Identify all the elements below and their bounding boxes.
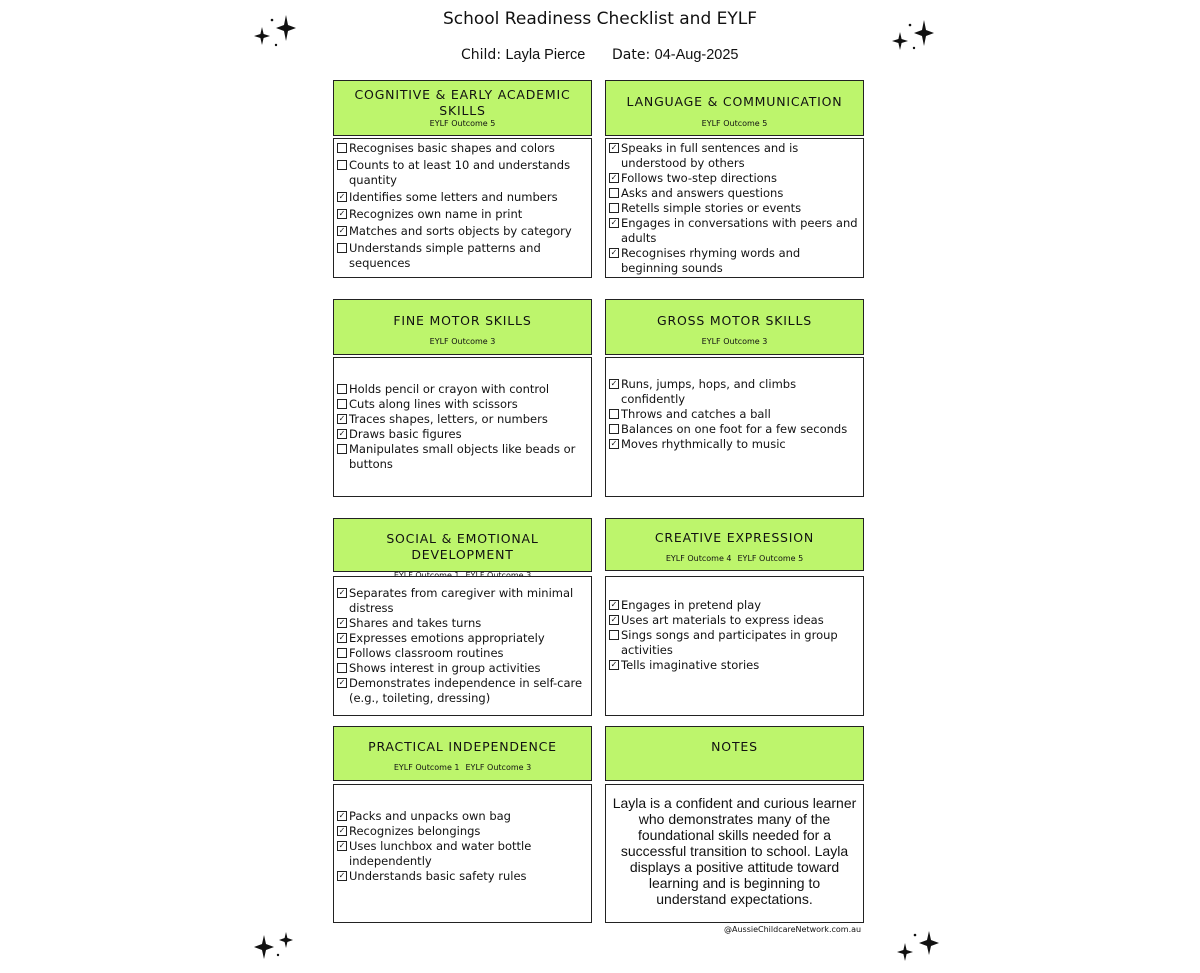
checklist [334, 141, 591, 273]
page-title: School Readiness Checklist and EYLF [442, 9, 758, 29]
checklist-item [609, 171, 859, 186]
checklist-item [609, 613, 859, 628]
checklist-item [609, 437, 859, 452]
checklist-item [337, 158, 587, 188]
child-label: Child: [461, 47, 502, 63]
outcome-tags [606, 119, 863, 129]
checked-box-icon[interactable] [609, 379, 619, 389]
checklist [334, 382, 591, 472]
sparkle-icon [890, 18, 936, 52]
checklist-item-label: Tells imaginative stories [621, 657, 760, 672]
sparkle-icon [252, 929, 298, 963]
checklist-item-label: Cuts along lines with scissors [349, 397, 518, 411]
section-header-gross-motor [605, 299, 864, 355]
checklist-item-label: Sings songs and participates in group activities [621, 627, 838, 657]
checklist-item [609, 141, 859, 171]
outcome-tag: EYLF Outcome 4 [665, 554, 732, 563]
checklist-item [337, 241, 587, 271]
checked-box-icon[interactable] [609, 600, 619, 610]
checklist-item [337, 839, 587, 869]
checked-box-icon[interactable] [337, 209, 347, 219]
section-title: SOCIAL & EMOTIONAL DEVELOPMENT [386, 531, 539, 562]
checklist-item-label: Retells simple stories or events [621, 201, 802, 215]
checklist-item-label: Understands simple patterns and sequences [349, 241, 541, 270]
outcome-tag: EYLF Outcome 3 [465, 763, 532, 772]
checklist-item [337, 427, 587, 442]
checklist-item [337, 442, 587, 472]
checked-box-icon[interactable] [337, 618, 347, 628]
checklist-item-label: Recognizes belongings [349, 824, 481, 838]
unchecked-box-icon[interactable] [337, 444, 347, 454]
section-title: PRACTICAL INDEPENDENCE [368, 739, 557, 754]
checklist-item [337, 869, 587, 884]
checklist-item-label: Counts to at least 10 and understands quantity [349, 158, 571, 187]
checklist-item [609, 216, 859, 246]
checklist-item-label: Expresses emotions appropriately [349, 631, 545, 645]
unchecked-box-icon[interactable] [609, 424, 619, 434]
outcome-tag: EYLF Outcome 5 [429, 119, 496, 128]
outcome-tag: EYLF Outcome 3 [701, 337, 768, 346]
checklist-item [337, 190, 587, 205]
section-header-creative [605, 518, 864, 571]
unchecked-box-icon[interactable] [609, 630, 619, 640]
section-title: LANGUAGE & COMMUNICATION [626, 94, 843, 109]
section-body-fine-motor [333, 357, 592, 497]
outcome-tags [334, 763, 591, 773]
section-body-practical [333, 784, 592, 923]
unchecked-box-icon[interactable] [609, 409, 619, 419]
outcome-tag: EYLF Outcome 5 [737, 554, 804, 563]
checklist-item [337, 616, 587, 631]
section-header-cognitive [333, 80, 592, 136]
credit-text: @AussieChildcareNetwork.com.au [724, 925, 862, 934]
date-label: Date: [612, 47, 651, 63]
outcome-tag: EYLF Outcome 5 [701, 119, 768, 128]
checklist [606, 377, 863, 452]
section-body-creative [605, 576, 864, 716]
section-title: CREATIVE EXPRESSION [654, 530, 815, 545]
checked-box-icon[interactable] [337, 429, 347, 439]
child-name: Layla Pierce [505, 47, 586, 63]
checklist [606, 598, 863, 673]
child-field [461, 47, 585, 63]
checklist-item-label: Packs and unpacks own bag [349, 809, 511, 823]
sparkle-icon [252, 13, 298, 47]
section-header-practical [333, 726, 592, 781]
checklist-item [337, 586, 587, 616]
checked-box-icon[interactable] [609, 173, 619, 183]
checklist-item-label: Engages in conversations with peers and adults [621, 216, 858, 245]
outcome-tags [334, 119, 591, 129]
checklist-item [337, 676, 587, 706]
outcome-tag: EYLF Outcome 3 [429, 337, 496, 346]
checked-box-icon[interactable] [337, 588, 347, 598]
checklist-item [609, 658, 859, 673]
checked-box-icon[interactable] [609, 615, 619, 625]
checklist-item-label: Recognises basic shapes and colors [349, 141, 555, 155]
checklist-item-label: Recognizes own name in print [349, 207, 523, 221]
checked-box-icon[interactable] [337, 192, 347, 202]
section-body-social [333, 576, 592, 716]
checklist-item [609, 377, 859, 407]
notes-text: Layla is a confident and curious learner who demonstrates many of the foundational skills needed for a successful transition to school. Layla displays a positive attitude toward learning and is beginning to understand expectations. [612, 795, 857, 907]
checklist-item-label: Moves rhythmically to music [621, 436, 786, 451]
section-header-language [605, 80, 864, 136]
checklist-item [337, 141, 587, 156]
checked-box-icon[interactable] [609, 439, 619, 449]
unchecked-box-icon[interactable] [337, 663, 347, 673]
unchecked-box-icon[interactable] [337, 384, 347, 394]
checklist-item [337, 631, 587, 646]
checked-box-icon[interactable] [609, 660, 619, 670]
checklist-item [609, 186, 859, 201]
section-body-notes [605, 784, 864, 923]
section-body-language [605, 138, 864, 278]
unchecked-box-icon[interactable] [337, 243, 347, 253]
unchecked-box-icon[interactable] [609, 203, 619, 213]
unchecked-box-icon[interactable] [337, 143, 347, 153]
checklist-item [609, 598, 859, 613]
checklist [606, 141, 863, 276]
checklist-item-label: Shows interest in group activities [349, 661, 541, 675]
checklist-item [609, 246, 859, 276]
checklist-item [337, 809, 587, 824]
checklist-item-label: Identifies some letters and numbers [349, 190, 558, 204]
checklist-item-label: Follows classroom routines [349, 646, 504, 660]
checked-box-icon[interactable] [337, 871, 347, 881]
checklist-item-label: Holds pencil or crayon with control [349, 382, 550, 396]
checklist-item-label: Uses lunchbox and water bottle independently [349, 839, 532, 868]
section-title: COGNITIVE & EARLY ACADEMIC SKILLS [354, 87, 571, 118]
section-title: FINE MOTOR SKILLS [393, 313, 532, 328]
checklist-item-label: Engages in pretend play [621, 597, 762, 612]
checked-box-icon[interactable] [609, 218, 619, 228]
checklist-item [337, 646, 587, 661]
checklist-item-label: Shares and takes turns [349, 616, 482, 630]
section-body-gross-motor [605, 357, 864, 497]
checklist-item [609, 407, 859, 422]
checklist-item [609, 422, 859, 437]
outcome-tags [334, 337, 591, 347]
checklist [334, 809, 591, 884]
checked-box-icon[interactable] [337, 414, 347, 424]
checked-box-icon[interactable] [337, 226, 347, 236]
checklist-item [337, 661, 587, 676]
checked-box-icon[interactable] [337, 811, 347, 821]
checklist [334, 586, 591, 706]
checklist-item [337, 397, 587, 412]
date-field [612, 47, 738, 63]
checklist-item [337, 412, 587, 427]
checklist-item-label: Balances on one foot for a few seconds [621, 421, 848, 436]
unchecked-box-icon[interactable] [337, 160, 347, 170]
date-value: 04-Aug-2025 [654, 47, 739, 63]
checklist-item [337, 824, 587, 839]
unchecked-box-icon[interactable] [609, 188, 619, 198]
checklist-item-label: Asks and answers questions [621, 186, 784, 200]
section-header-social [333, 518, 592, 572]
checked-box-icon[interactable] [337, 678, 347, 688]
checklist-item-label: Follows two-step directions [621, 171, 777, 185]
checklist-item-label: Manipulates small objects like beads or buttons [349, 442, 576, 471]
checklist-item-label: Understands basic safety rules [349, 869, 527, 883]
checklist-item [337, 207, 587, 222]
unchecked-box-icon[interactable] [337, 399, 347, 409]
checklist-item-label: Separates from caregiver with minimal distress [349, 586, 574, 615]
section-title: NOTES [711, 739, 758, 754]
checklist-item [609, 628, 859, 658]
checklist-item-label: Matches and sorts objects by category [349, 224, 572, 238]
checked-box-icon[interactable] [609, 248, 619, 258]
section-body-cognitive [333, 138, 592, 278]
checked-box-icon[interactable] [337, 826, 347, 836]
checklist-item-label: Recognises rhyming words and beginning sounds [621, 246, 801, 275]
outcome-tags [606, 337, 863, 347]
checklist-item-label: Traces shapes, letters, or numbers [349, 412, 548, 426]
checklist-item [337, 382, 587, 397]
checklist-item-label: Demonstrates independence in self-care (e.g., toileting, dressing) [349, 676, 583, 705]
checklist-item-label: Runs, jumps, hops, and climbs confidently [621, 376, 797, 406]
checklist-item-label: Uses art materials to express ideas [621, 612, 824, 627]
sparkle-icon [895, 929, 941, 963]
checked-box-icon[interactable] [609, 143, 619, 153]
checklist-item-label: Draws basic figures [349, 427, 462, 441]
outcome-tags [606, 554, 863, 564]
section-header-notes [605, 726, 864, 781]
unchecked-box-icon[interactable] [337, 648, 347, 658]
outcome-tag: EYLF Outcome 1 [393, 763, 460, 772]
checked-box-icon[interactable] [337, 841, 347, 851]
checked-box-icon[interactable] [337, 633, 347, 643]
checklist-item [337, 224, 587, 239]
checklist-item-label: Throws and catches a ball [621, 406, 771, 421]
section-header-fine-motor [333, 299, 592, 355]
checklist-item [609, 201, 859, 216]
checklist-item-label: Speaks in full sentences and is understood by others [621, 141, 799, 170]
section-title: GROSS MOTOR SKILLS [657, 313, 812, 328]
